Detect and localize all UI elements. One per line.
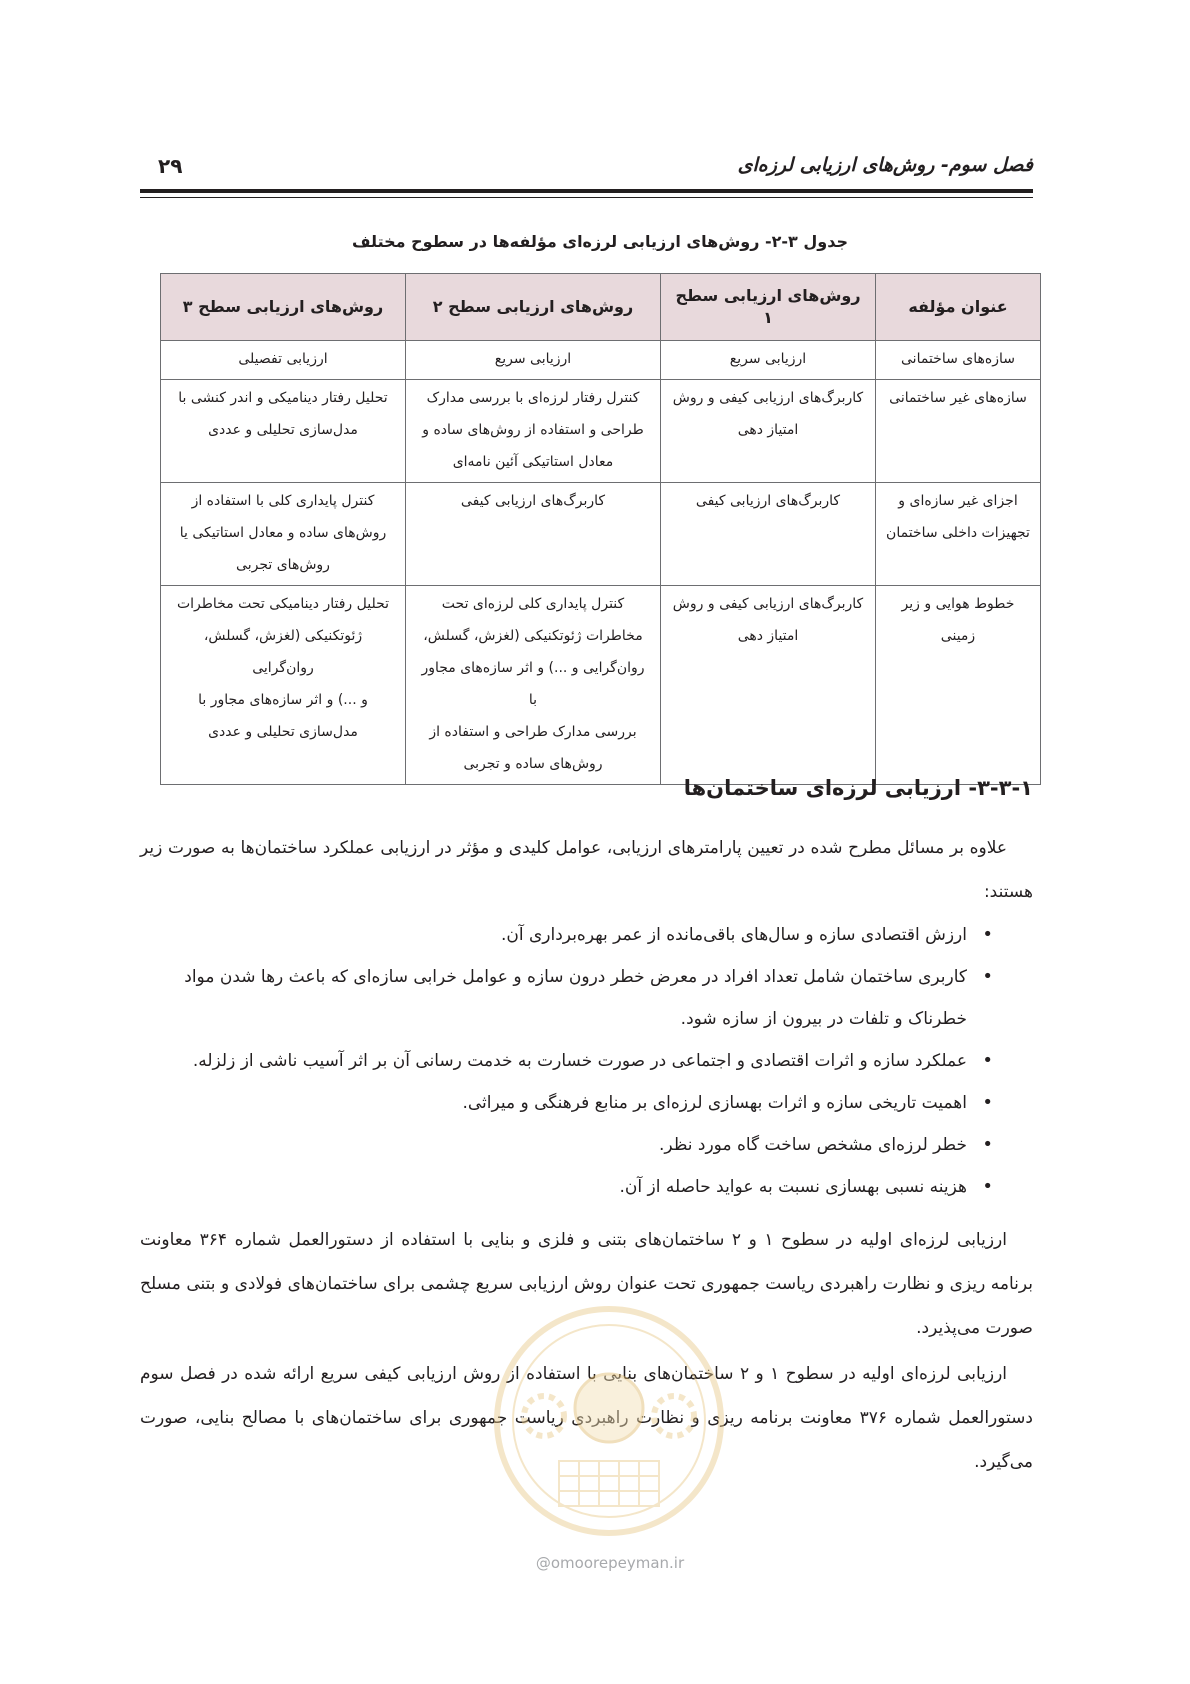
- table-cell-level-2: [406, 380, 661, 483]
- cell-line: کاربرگ‌های ارزیابی کیفی: [695, 493, 841, 509]
- table-row: [161, 586, 1041, 785]
- table-cell-level-2: [406, 483, 661, 586]
- cell-line: طراحی و استفاده از روش‌های ساده و: [422, 422, 644, 438]
- cell-line: کاربرگ‌های ارزیابی کیفی: [460, 493, 606, 509]
- list-item-text: ارزش اقتصادی سازه و سال‌های باقی‌مانده از عمر بهره‌برداری آن.: [500, 925, 967, 945]
- bullet-icon: •: [982, 1050, 993, 1071]
- cell-line: کاربرگ‌های ارزیابی کیفی و روش: [672, 390, 864, 406]
- cell-line: کنترل پایداری کلی با استفاده از: [191, 493, 375, 509]
- cell-line: تحلیل رفتار دینامیکی و اندر کنشی با: [178, 390, 388, 406]
- cell-line: امتیاز دهی: [737, 422, 799, 438]
- cell-line: روان‌گرایی و ...) و اثر سازه‌های مجاور با: [421, 660, 645, 708]
- header-level-2: روش‌های ارزیابی سطح ۲: [406, 274, 661, 341]
- table-row: [161, 341, 1041, 380]
- bullet-icon: •: [982, 966, 993, 987]
- bullet-icon: •: [982, 1134, 993, 1155]
- cell-line: سازه‌های ساختمانی: [901, 351, 1015, 367]
- cell-line: و ...) و اثر سازه‌های مجاور با: [198, 692, 368, 708]
- table-cell-component: [876, 380, 1041, 483]
- intro-paragraph: علاوه بر مسائل مطرح شده در تعیین پارامترهای ارزیابی، عوامل کلیدی و مؤثر در ارزیابی عملکرد ساختمان‌ها به صورت زیر هستند:: [140, 838, 1033, 902]
- table-cell-component: [876, 483, 1041, 586]
- cell-line: کاربرگ‌های ارزیابی کیفی و روش: [672, 596, 864, 612]
- list-item: [140, 1166, 1033, 1208]
- cell-line: خطوط هوایی و زیر زمینی: [901, 596, 1015, 644]
- table-cell-level-3: [161, 380, 406, 483]
- cell-line: تجهیزات داخلی ساختمان: [886, 525, 1030, 541]
- watermark-seal-icon: [484, 1296, 734, 1546]
- table-cell-component: [876, 341, 1041, 380]
- list-item-text: هزینه نسبی بهسازی نسبت به عواید حاصله از آن.: [619, 1177, 967, 1197]
- cell-line: معادل استاتیکی آئین نامه‌ای: [452, 454, 614, 470]
- list-item: [140, 956, 1033, 1040]
- cell-line: مدل‌سازی تحلیلی و عددی: [208, 724, 358, 740]
- cell-line: سازه‌های غیر ساختمانی: [889, 390, 1027, 406]
- table-body: [161, 341, 1041, 785]
- table-cell-component: [876, 586, 1041, 785]
- cell-line: ارزیابی تفصیلی: [238, 351, 328, 367]
- cell-line: امتیاز دهی: [737, 628, 799, 644]
- cell-line: ارزیابی سریع: [729, 351, 807, 367]
- table-cell-level-3: [161, 341, 406, 380]
- table-cell-level-1: [661, 586, 876, 785]
- paragraph-instruction-364: ارزیابی لرزه‌ای اولیه در سطوح ۱ و ۲ ساختمان‌های بتنی و فلزی و بنایی با استفاده از دستورالعمل شماره ۳۶۴ معاونت برنامه ریزی و نظارت راهبردی ریاست جمهوری تحت عنوان روش ارزیابی سریع چشمی برای ساختمان‌های فولادی و بتنی مسلح صورت می‌پذیرد.: [140, 1230, 1033, 1338]
- bullet-icon: •: [982, 1092, 993, 1113]
- header-level-3: روش‌های ارزیابی سطح ۳: [161, 274, 406, 341]
- list-item-text: کاربری ساختمان شامل تعداد افراد در معرض خطر درون سازه و عوامل خرابی سازه‌ای که باعث رها شدن مواد خطرناک و تلفات در بیرون از سازه شود.: [184, 967, 967, 1029]
- cell-line: مدل‌سازی تحلیلی و عددی: [208, 422, 358, 438]
- running-header: [140, 148, 1033, 188]
- list-item: [140, 1040, 1033, 1082]
- table-cell-level-1: [661, 380, 876, 483]
- table-cell-level-3: [161, 586, 406, 785]
- cell-line: اجزای غیر سازه‌ای و: [898, 493, 1018, 509]
- factors-list: [140, 914, 1033, 1208]
- cell-line: تحلیل رفتار دینامیکی تحت مخاطرات: [176, 596, 390, 612]
- header-component-title: عنوان مؤلفه: [876, 274, 1041, 341]
- table-cell-level-3: [161, 483, 406, 586]
- cell-line: روش‌های ساده و معادل استاتیکی یا: [179, 525, 387, 541]
- cell-line: ژئوتکنیکی (لغزش، گسلش، روان‌گرایی: [203, 628, 363, 676]
- cell-line: ارزیابی سریع: [494, 351, 572, 367]
- paragraph-instruction-376: ارزیابی لرزه‌ای اولیه در سطوح ۱ و ۲ ساختمان‌های بنایی با استفاده از روش ارزیابی کیفی سریع ارائه شده در فصل سوم دستورالعمل شماره ۳۷۶ معاونت برنامه ریزی و نظارت راهبردی ریاست جمهوری برای ساختمان‌های با مصالح بنایی، صورت می‌گیرد.: [140, 1364, 1033, 1472]
- table-header-row: [161, 274, 1041, 341]
- table-cell-level-2: [406, 586, 661, 785]
- bullet-icon: •: [982, 924, 993, 945]
- cell-line: روش‌های ساده و تجربی: [463, 756, 603, 772]
- header-rule-thin: [140, 197, 1033, 198]
- list-item: [140, 1082, 1033, 1124]
- table-row: [161, 483, 1041, 586]
- list-item-text: عملکرد سازه و اثرات اقتصادی و اجتماعی در صورت خسارت به خدمت رسانی آن بر اثر آسیب ناشی از زلزله.: [192, 1051, 967, 1071]
- page-number: ۲۹: [158, 154, 183, 178]
- running-title: فصل سوم- روش‌های ارزیابی لرزه‌ای: [737, 154, 1033, 176]
- table-cell-level-1: [661, 483, 876, 586]
- cell-line: بررسی مدارک طراحی و استفاده از: [429, 724, 637, 740]
- cell-line: کنترل پایداری کلی لرزه‌ای تحت: [441, 596, 625, 612]
- watermark-url: @omoorepeyman.ir: [535, 1554, 685, 1572]
- section-heading: ۳-۳-۱- ارزیابی لرزه‌ای ساختمان‌ها: [683, 776, 1033, 800]
- list-item-text: خطر لرزه‌ای مشخص ساخت گاه مورد نظر.: [659, 1135, 967, 1155]
- table-cell-level-2: [406, 341, 661, 380]
- cell-line: کنترل رفتار لرزه‌ای با بررسی مدارک: [426, 390, 640, 406]
- list-item: [140, 1124, 1033, 1166]
- assessment-methods-table: [160, 273, 1041, 785]
- table-caption: جدول ۳-۲- روش‌های ارزیابی لرزه‌ای مؤلفه‌ها در سطوح مختلف: [352, 232, 848, 251]
- list-item-text: اهمیت تاریخی سازه و اثرات بهسازی لرزه‌ای بر منابع فرهنگی و میراثی.: [462, 1093, 967, 1113]
- header-rule-thick: [140, 189, 1033, 193]
- cell-line: روش‌های تجربی: [236, 557, 330, 573]
- bullet-icon: •: [982, 1176, 993, 1197]
- cell-line: مخاطرات ژئوتکنیکی (لغزش، گسلش،: [423, 628, 643, 644]
- header-level-1: روش‌های ارزیابی سطح ۱: [661, 274, 876, 341]
- table-row: [161, 380, 1041, 483]
- list-item: [140, 914, 1033, 956]
- table-cell-level-1: [661, 341, 876, 380]
